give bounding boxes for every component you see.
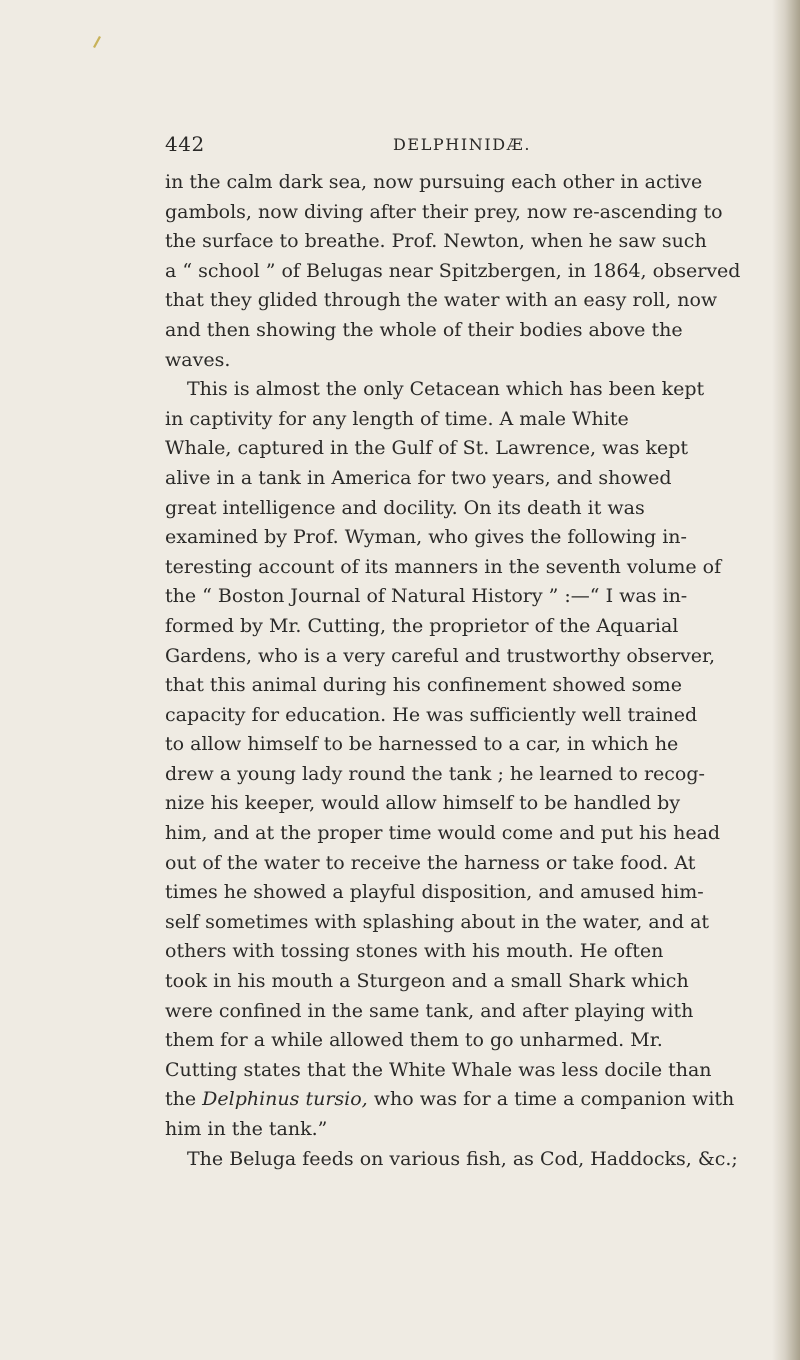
text-line: examined by Prof. Wyman, who gives the following in- xyxy=(165,526,687,549)
text-line: times he showed a playful disposition, and amused him- xyxy=(165,881,704,904)
text-line: nize his keeper, would allow himself to be handled by xyxy=(165,792,681,815)
text-line: alive in a tank in America for two years, and showed xyxy=(165,466,672,489)
text-line: in the calm dark sea, now pursuing each other in active xyxy=(165,171,703,193)
text-line: in captivity for any length of time. A male White xyxy=(165,407,629,430)
page-number: 442 xyxy=(165,132,205,156)
text-line: the “ Boston Journal of Natural History ” :—“ I was in- xyxy=(165,585,688,608)
species-name-italic: Delphinus tursio, xyxy=(202,1088,368,1111)
text-line: and then showing the whole of their bodies above the xyxy=(165,318,683,341)
text-line: formed by Mr. Cutting, the proprietor of the Aquarial xyxy=(165,614,679,637)
text-line: teresting account of its manners in the seventh volume of xyxy=(165,555,722,578)
text-line: great intelligence and docility. On its death it was xyxy=(165,496,645,519)
text-line: Cutting states that the White Whale was less docile than xyxy=(165,1058,712,1081)
page-header xyxy=(165,132,615,160)
text-line: a “ school ” of Belugas near Spitzbergen, in 1864, observed xyxy=(165,259,741,282)
text-line-italic-name xyxy=(165,1085,735,1115)
text-segment: the xyxy=(165,1088,203,1111)
text-line: them for a while allowed them to go unharmed. Mr. xyxy=(165,1029,663,1052)
text-line: capacity for education. He was sufficiently well trained xyxy=(165,703,698,726)
text-line: drew a young lady round the tank ; he learned to recog- xyxy=(165,762,705,785)
text-line: Whale, captured in the Gulf of St. Lawrence, was kept xyxy=(165,437,689,460)
text-line: Gardens, who is a very careful and trustworthy observer, xyxy=(165,644,716,667)
text-line: gambols, now diving after their prey, now re-ascending to xyxy=(165,200,723,223)
text-line: that this animal during his confinement showed some xyxy=(165,674,683,697)
text-line: were confined in the same tank, and after playing with xyxy=(165,999,694,1022)
text-line: This is almost the only Cetacean which has been kept xyxy=(187,378,705,401)
printer-mark xyxy=(93,36,101,48)
text-line: out of the water to receive the harness or take food. At xyxy=(165,851,696,874)
text-line: him in the tank.” xyxy=(165,1118,328,1140)
text-line: others with tossing stones with his mouth. He often xyxy=(165,940,664,963)
text-line: that they glided through the water with an easy roll, now xyxy=(165,289,718,312)
text-line: took in his mouth a Sturgeon and a small Shark which xyxy=(165,970,689,993)
text-line: waves. xyxy=(165,348,231,371)
body-text xyxy=(165,168,741,1174)
text-line: self sometimes with splashing about in the water, and at xyxy=(165,910,710,933)
text-line: him, and at the proper time would come and put his head xyxy=(165,822,721,845)
text-segment: who was for a time a companion with xyxy=(367,1088,735,1111)
page-edge-shadow xyxy=(772,0,800,1360)
text-line: The Beluga feeds on various fish, as Cod, Haddocks, &c.; xyxy=(187,1147,738,1170)
running-head: DELPHINIDÆ. xyxy=(393,135,532,154)
text-line: to allow himself to be harnessed to a car, in which he xyxy=(165,733,679,756)
text-line: the surface to breathe. Prof. Newton, when he saw such xyxy=(165,230,707,253)
